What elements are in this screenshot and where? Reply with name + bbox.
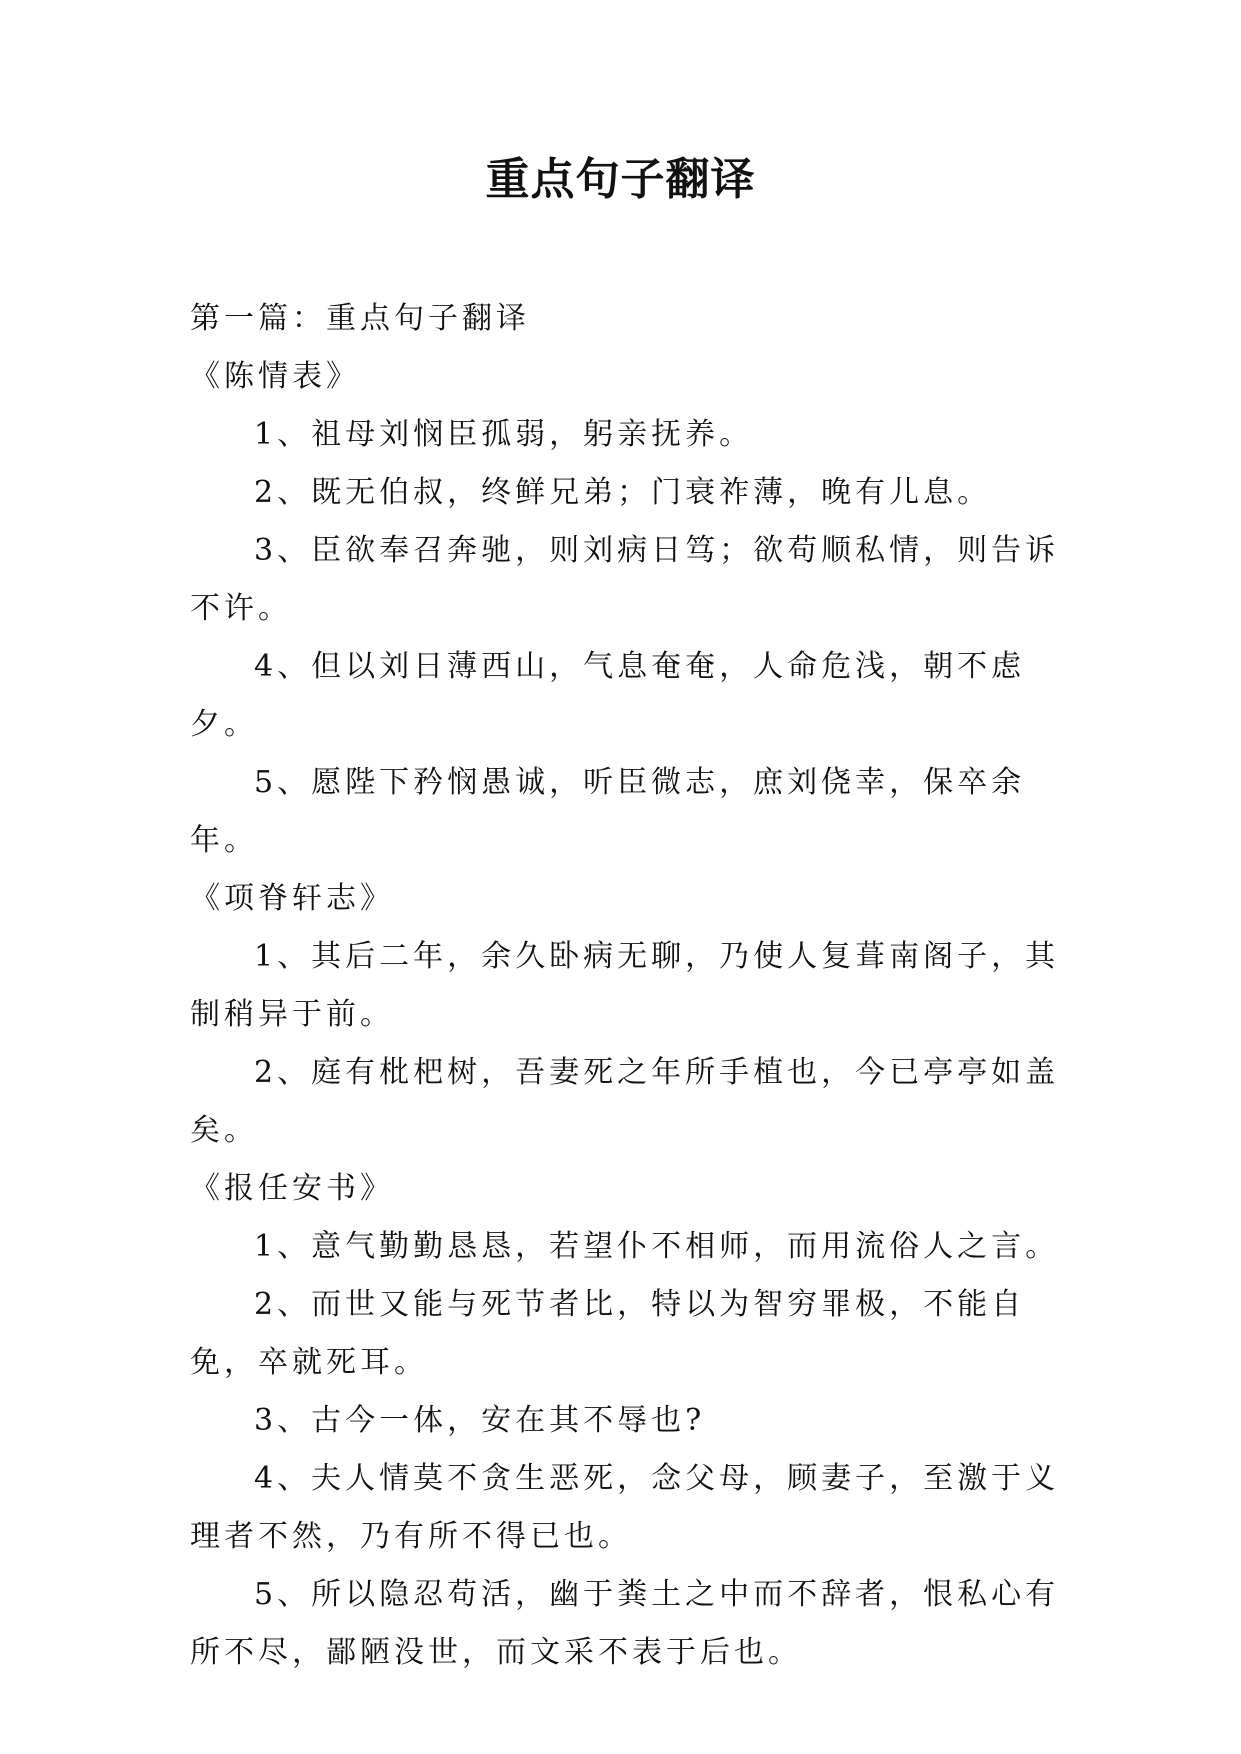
sentence-item: 1、祖母刘悯臣孤弱，躬亲抚养。 [254,417,754,452]
sentence-item: 4、但以刘日薄西山，气息奄奄，人命危浅，朝不虑夕。 [190,649,1026,742]
section-title-baorenanshu: 《报任安书》 [190,1171,394,1206]
section-title-chenqingbiao: 《陈情表》 [190,359,360,394]
section-title-xiangjixuanzhi: 《项脊轩志》 [190,881,394,916]
document-body [190,290,1060,1682]
sentence-item: 2、既无伯叔，终鲜兄弟；门衰祚薄，晚有儿息。 [254,475,992,510]
sentence-item: 5、所以隐忍苟活，幽于粪土之中而不辞者，恨私心有所不尽，鄙陋没世，而文采不表于后也。 [190,1577,1060,1670]
sentence-item: 1、其后二年，余久卧病无聊，乃使人复葺南阁子，其制稍异于前。 [190,939,1060,1032]
sentence-item: 4、夫人情莫不贪生恶死，念父母，顾妻子，至激于义理者不然，乃有所不得已也。 [190,1461,1060,1554]
chapter-heading: 第一篇：重点句子翻译 [190,301,530,336]
sentence-item: 5、愿陛下矜悯愚诚，听臣微志，庶刘侥幸，保卒余年。 [190,765,1026,858]
document-title: 重点句子翻译 [485,154,756,205]
sentence-item: 2、庭有枇杷树，吾妻死之年所手植也，今已亭亭如盖矣。 [190,1055,1060,1148]
sentence-item: 3、臣欲奉召奔驰，则刘病日笃；欲苟顺私情，则告诉不许。 [190,533,1060,626]
sentence-item: 2、而世又能与死节者比，特以为智穷罪极，不能自免，卒就死耳。 [190,1287,1026,1380]
sentence-item: 1、意气勤勤恳恳，若望仆不相师，而用流俗人之言。 [254,1229,1060,1264]
sentence-item: 3、古今一体，安在其不辱也? [254,1403,706,1438]
